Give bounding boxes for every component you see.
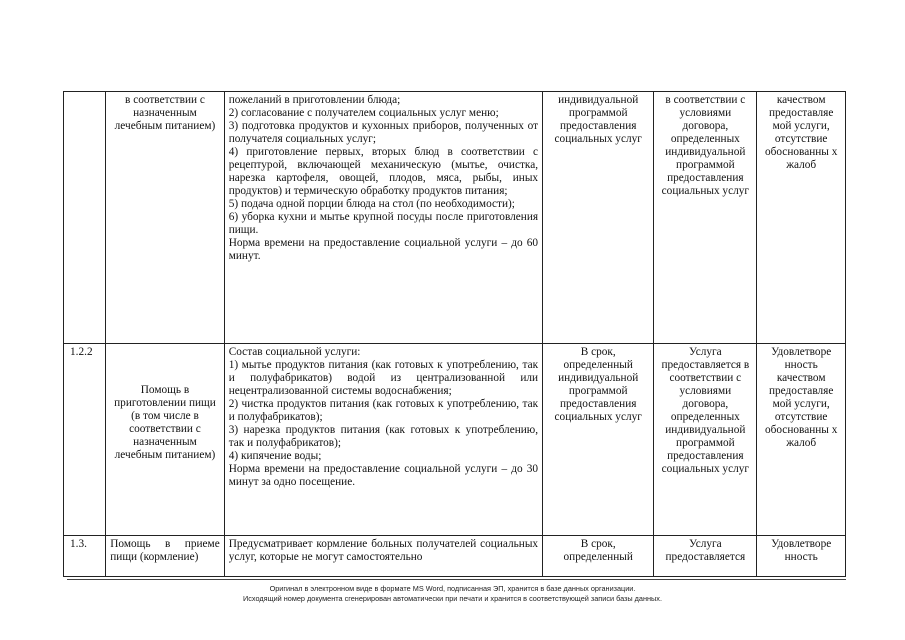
content-line: 5) подача одной порции блюда на стол (по необходимости); (228, 198, 515, 210)
table-row (64, 92, 846, 344)
service-term: В срок, определенный (543, 536, 654, 577)
service-content (224, 536, 542, 577)
service-name: Помощь в приготовлении пищи (в том числе в соответствии с назначенным лечебным питанием) (106, 344, 224, 536)
content-line: 3) нарезка продуктов питания (как готовых к употреблению, так и полуфабрикатов); (228, 424, 539, 449)
service-quality: качеством предоставляе мой услуги, отсутствие обоснованны х жалоб (757, 92, 846, 344)
service-conditions: в соответствии с условиями договора, определенных индивидуальной программой предоставления социальных услуг (654, 92, 757, 344)
service-name: Помощь в приеме пищи (кормление) (106, 536, 224, 577)
table-row (64, 536, 846, 577)
content-line: 1) мытье продуктов питания (как готовых к употреблению, так и полуфабрикатов) водой из централизованной или нецентрализованной системы водоснабжения; (228, 359, 539, 397)
content-line: 4) кипячение воды; (228, 450, 322, 462)
footer-note: Исходящий номер документа сгенерирован автоматически при печати и хранится в соответствующей записи базы данных. (243, 594, 662, 603)
content-line: 2) чистка продуктов питания (как готовых к употреблению, так и полуфабрикатов); (228, 398, 539, 423)
content-line: Состав социальной услуги: (228, 346, 361, 358)
row-number: 1.3. (64, 536, 106, 577)
service-content (224, 344, 542, 536)
service-content (224, 92, 542, 344)
content-line: Норма времени на предоставление социальной услуги – до 60 минут. (228, 237, 539, 262)
service-quality: Удовлетворе нность (757, 536, 846, 577)
service-conditions: Услуга предоставляется в соответствии с условиями договора, определенных индивидуальной программой предоставления социальных услуг (654, 344, 757, 536)
service-term: В срок, определенный индивидуальной программой предоставления социальных услуг (543, 344, 654, 536)
content-line: Норма времени на предоставление социальной услуги – до 30 минут за одно посещение. (228, 463, 539, 488)
content-line: 2) согласование с получателем социальных услуг меню; (228, 107, 499, 119)
service-conditions: Услуга предоставляется (654, 536, 757, 577)
row-number (64, 92, 106, 344)
service-term: индивидуальной программой предоставления социальных услуг (543, 92, 654, 344)
table-row (64, 344, 846, 536)
footer-note: Оригинал в электронном виде в формате MS Word, подписанная ЭП, хранится в базе данных организации. (269, 584, 636, 593)
services-table (63, 91, 846, 577)
content-line: Предусматривает кормление больных получателей социальных услуг, которые не могут самостоятельно (228, 538, 539, 563)
footer-divider (67, 579, 846, 580)
content-line: 6) уборка кухни и мытье крупной посуды после приготовления пищи. (228, 211, 539, 236)
row-number: 1.2.2 (64, 344, 106, 536)
content-line: 3) подготовка продуктов и кухонных приборов, полученных от получателя социальных услуг; (228, 120, 539, 145)
service-quality: Удовлетворе нность качеством предоставляе мой услуги, отсутствие обоснованны х жалоб (757, 344, 846, 536)
content-line: пожеланий в приготовлении блюда; (228, 94, 401, 106)
content-line: 4) приготовление первых, вторых блюд в соответствии с рецептурой, включающей механическую (мытье, очистка, нарезка картофеля, овощей, плодов, мяса, рыбы, иных продуктов) и термическую обработку продуктов питания; (228, 146, 539, 197)
service-name: в соответствии с назначенным лечебным питанием) (106, 92, 224, 344)
